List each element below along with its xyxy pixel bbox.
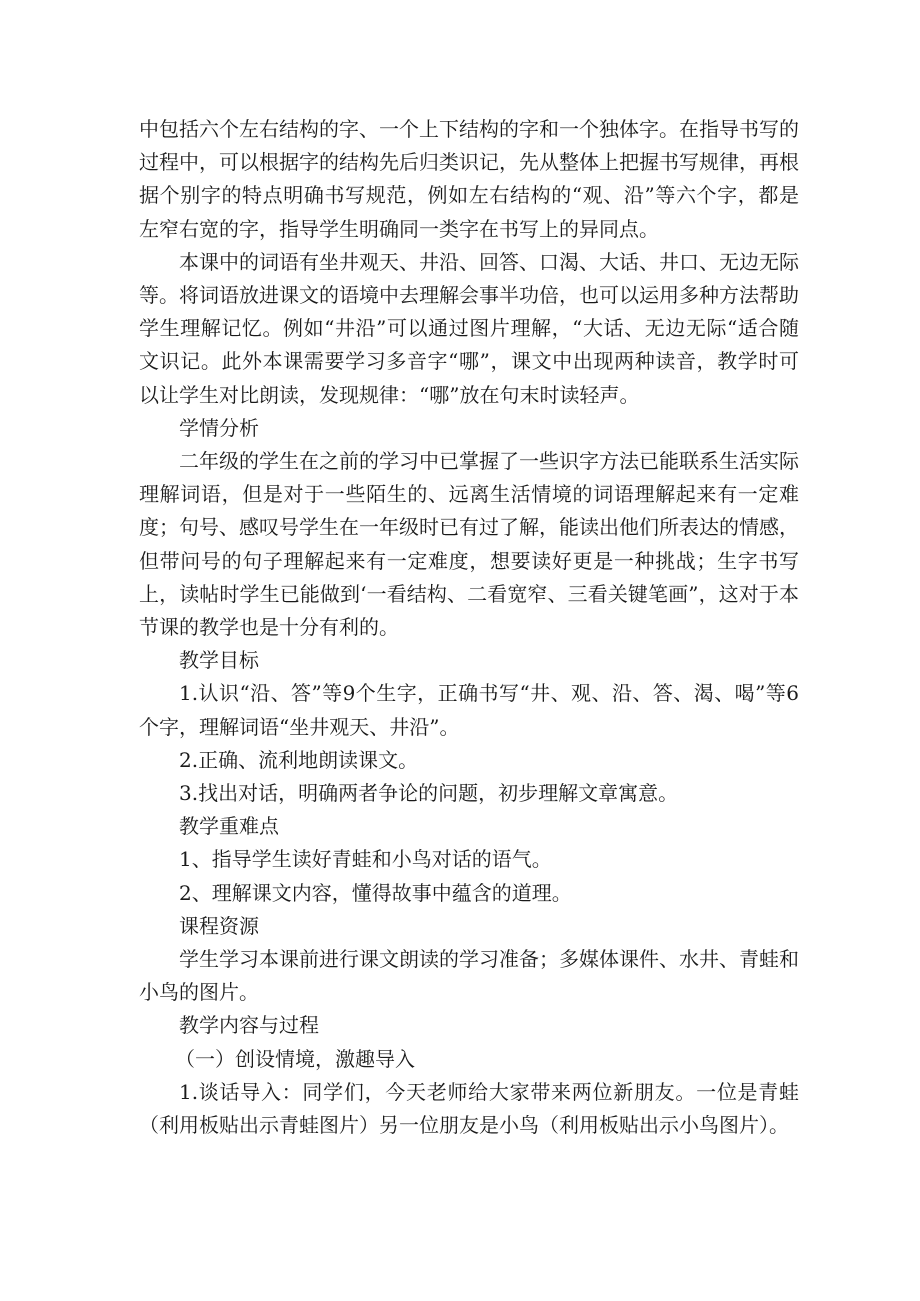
heading-teaching-process: 教学内容与过程 [179, 1013, 319, 1038]
goal-item-2: 2.正确、流利地朗读课文。 [179, 747, 419, 772]
heading-teaching-goals: 教学目标 [179, 648, 259, 673]
goal-item-1: 1.认识“沿、答”等9个生字，正确书写“井、观、沿、答、渴、喝”等6个字，理解词语“坐井观天、井沿”。 [139, 681, 799, 739]
paragraph-student-analysis: 二年级的学生在之前的学习中已掌握了一些识字方法已能联系生活实际理解词语，但是对于一些陌生的、远离生活情境的词语理解起来有一定难度；句号、感叹号学生在一年级时已有过了解，能读出他们所表达的情感，但带问号的句子理解起来有一定难度，想要读好更是一种挑战；生字书写上，读帖时学生已能做到‘一看结构、二看宽窄、三看关键笔画”，这对于本节课的教学也是十分有利的。 [139, 449, 799, 640]
paragraph-introduction: 1.谈话导入：同学们，今天老师给大家带来两位新朋友。一位是青蛙（利用板贴出示青蛙图片）另一位朋友是小鸟（利用板贴出示小鸟图片）。 [139, 1079, 799, 1138]
goal-item-3: 3.找出对话，明确两者争论的问题，初步理解文章寓意。 [179, 781, 679, 806]
paragraph-course-resources: 学生学习本课前进行课文朗读的学习准备；多媒体课件、水井、青蛙和小鸟的图片。 [139, 947, 799, 1005]
heading-key-points: 教学重难点 [179, 814, 279, 839]
heading-course-resources: 课程资源 [179, 913, 259, 938]
key-point-item-1: 1、指导学生读好青蛙和小鸟对话的语气。 [179, 847, 552, 872]
heading-student-analysis: 学情分析 [179, 415, 259, 440]
paragraph-vocabulary: 本课中的词语有坐井观天、井沿、回答、口渴、大话、井口、无边无际等。将词语放进课文的语境中去理解会事半功倍，也可以运用多种方法帮助学生理解记忆。例如“井沿”可以通过图片理解，“大话、无边无际“适合随文识记。此外本课需要学习多音字“哪”，课文中出现两种读音，教学时可以让学生对比朗读，发现规律：“哪”放在句末时读轻声。 [139, 249, 799, 407]
document-body [139, 113, 799, 1142]
key-point-item-2: 2、理解课文内容，懂得故事中蕴含的道理。 [179, 880, 572, 905]
subheading-introduction: （一）创设情境，激趣导入 [175, 1046, 415, 1071]
paragraph-character-structure: 中包括六个左右结构的字、一个上下结构的字和一个独体字。在指导书写的过程中，可以根据字的结构先后归类识记，先从整体上把握书写规律，再根据个别字的特点明确书写规范，例如左右结构的“观、沿”等六个字，都是左窄右宽的字，指导学生明确同一类字在书写上的异同点。 [139, 117, 799, 241]
